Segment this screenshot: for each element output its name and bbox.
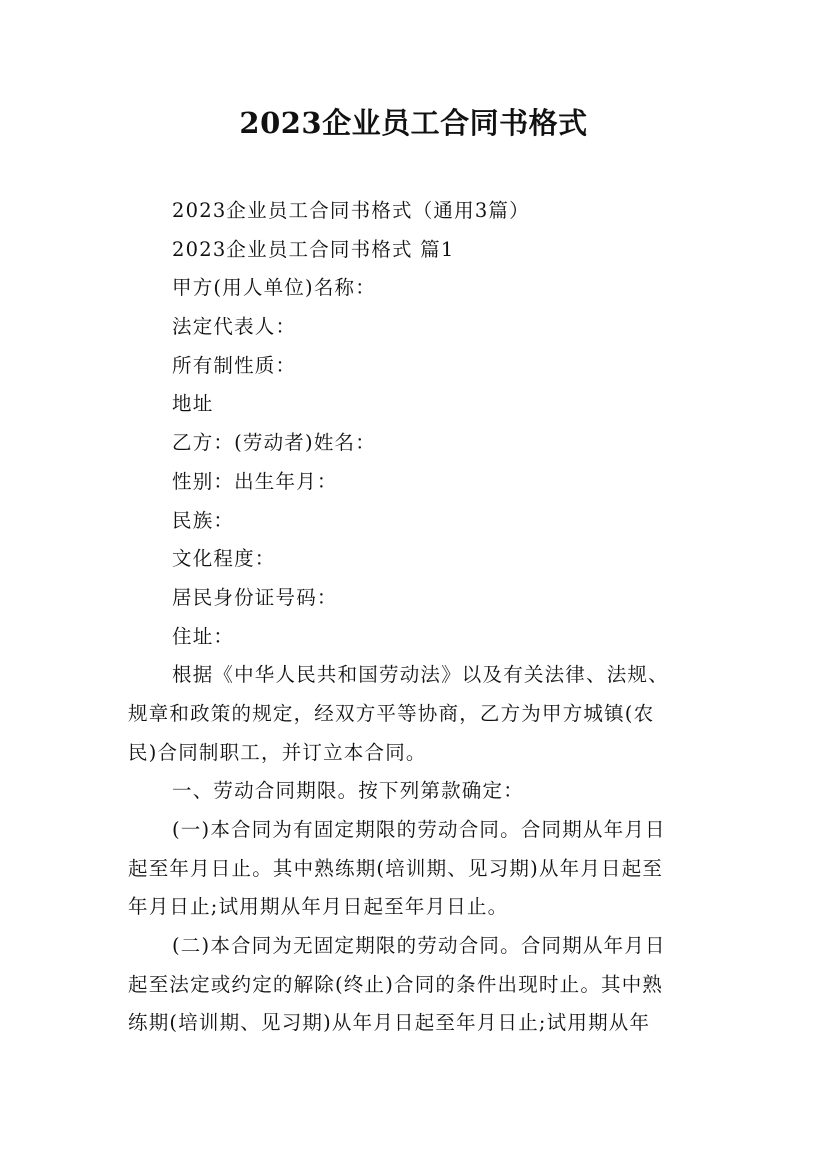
paragraph-line: 2023企业员工合同书格式 篇1: [172, 237, 455, 261]
paragraph-line: 练期(培训期、见习期)从年月日起至年月日止;试用期从年: [128, 1011, 651, 1035]
paragraph-line: 民)合同制职工，并订立本合同。: [128, 740, 427, 764]
paragraph-line: 文化程度：: [172, 547, 276, 571]
paragraph-line: 起至年月日止。其中熟练期(培训期、见习期)从年月日起至: [128, 856, 664, 880]
paragraph-line: 甲方(用人单位)名称：: [172, 276, 376, 300]
paragraph-line: 起至法定或约定的解除(终止)合同的条件出现时止。其中熟: [128, 972, 664, 996]
paragraph-line: 地址: [172, 392, 214, 416]
paragraph-line: 性别：出生年月：: [172, 469, 338, 493]
paragraph-line: 居民身份证号码：: [172, 585, 338, 609]
paragraph-line: 民族：: [172, 508, 235, 532]
paragraph-line: (二)本合同为无固定期限的劳动合同。合同期从年月日: [172, 934, 666, 958]
document-body: [128, 192, 718, 1043]
paragraph-line: 2023企业员工合同书格式（通用3篇）: [172, 199, 530, 222]
paragraph-line: 年月日止;试用期从年月日起至年月日止。: [128, 895, 509, 919]
paragraph-line: 住址：: [172, 624, 235, 648]
document-title: 2023企业员工合同书格式: [239, 106, 588, 140]
paragraph-line: 根据《中华人民共和国劳动法》以及有关法律、法规、: [172, 663, 669, 687]
paragraph-line: (一)本合同为有固定期限的劳动合同。合同期从年月日: [172, 818, 666, 841]
paragraph-line: 乙方：(劳动者)姓名：: [172, 431, 376, 455]
paragraph-line: 一、劳动合同期限。按下列第款确定：: [172, 779, 524, 803]
paragraph-line: 规章和政策的规定，经双方平等协商，乙方为甲方城镇(农: [128, 701, 655, 725]
paragraph-line: 法定代表人：: [172, 315, 297, 339]
paragraph-line: 所有制性质：: [172, 353, 297, 377]
